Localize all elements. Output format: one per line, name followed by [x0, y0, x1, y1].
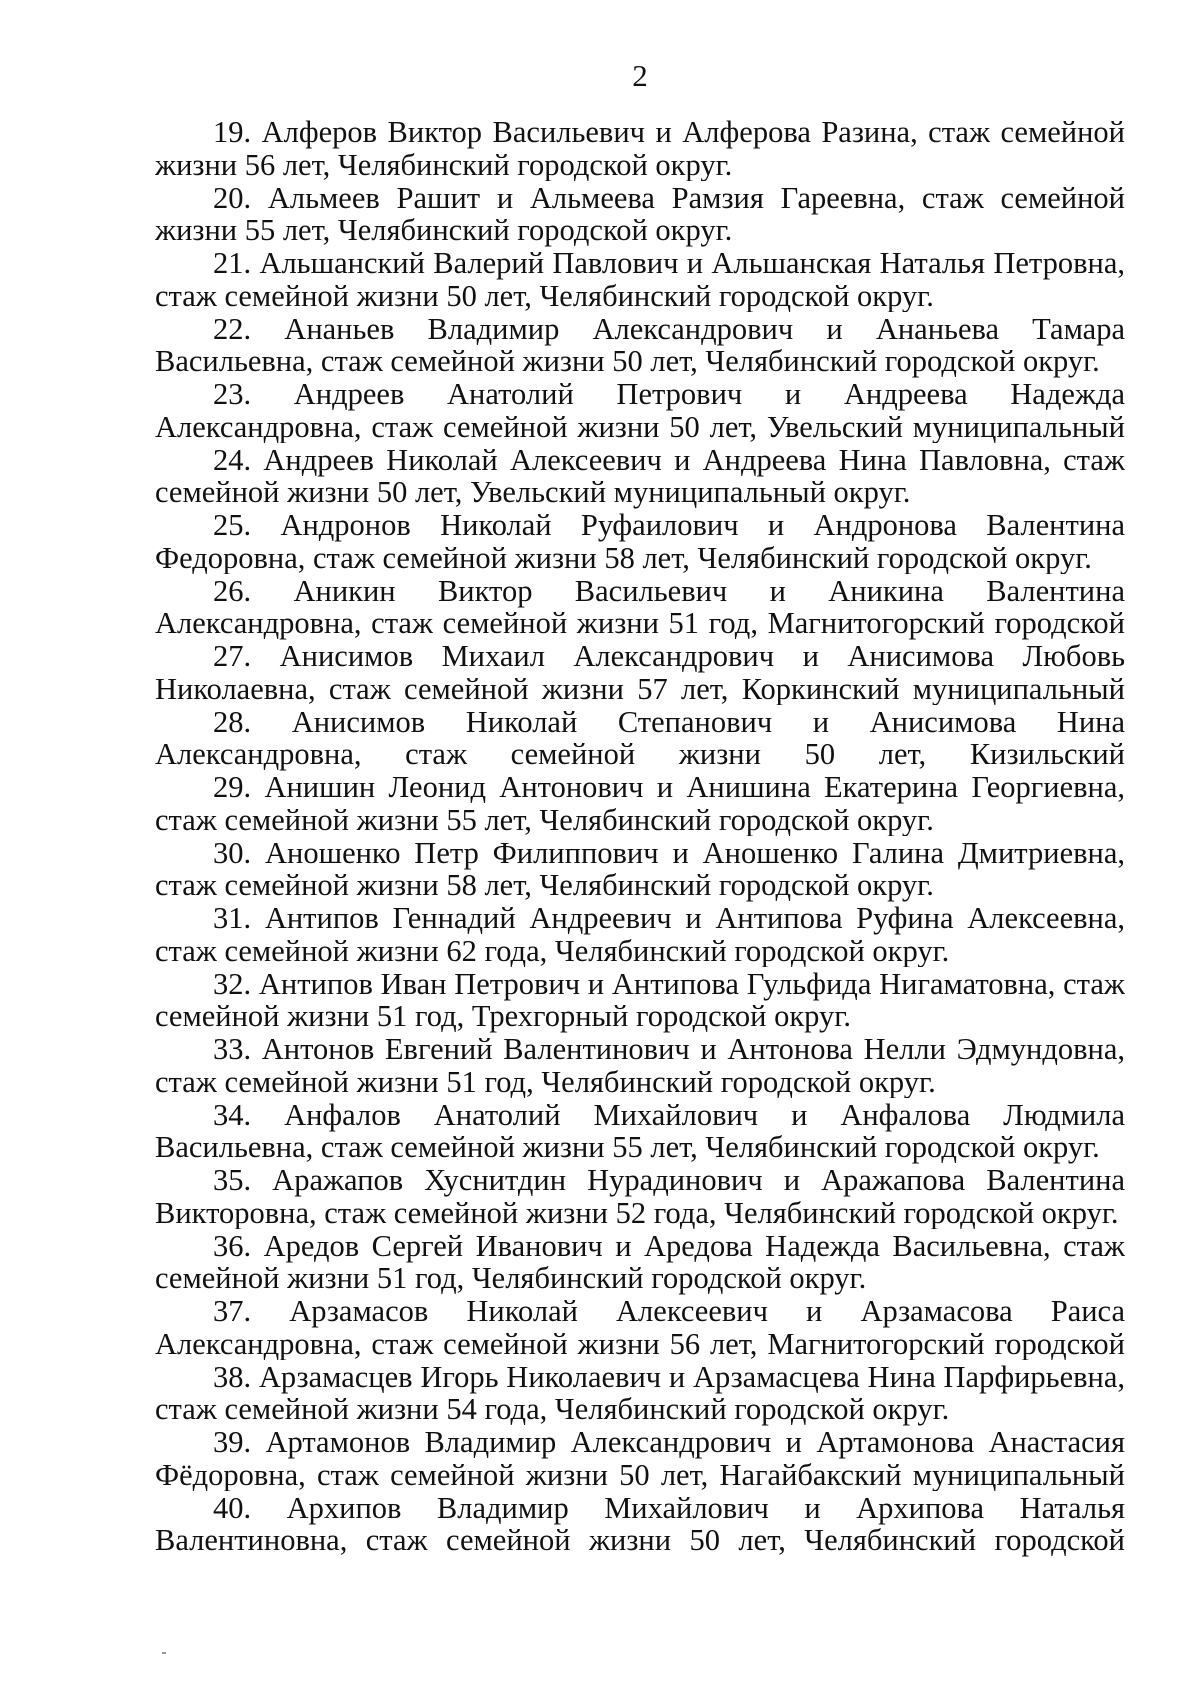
item-number: 25. — [213, 509, 252, 542]
list-item — [155, 182, 1125, 247]
item-text: Анисимов Николай Степанович и Анисимова Нина Александровна, стаж семейной жизни 50 лет, Кизильский — [155, 705, 1125, 771]
item-number: 33. — [213, 1033, 252, 1066]
item-number: 35. — [213, 1164, 252, 1197]
list-item — [155, 1426, 1125, 1491]
item-text: Аношенко Петр Филиппович и Аношенко Галина Дмитриевна, стаж семейной жизни 58 лет, Челябинский городской округ. — [155, 836, 1125, 902]
item-number: 38. — [213, 1360, 252, 1394]
item-number: 28. — [213, 705, 252, 739]
item-number: 30. — [213, 836, 252, 870]
item-text: Антонов Евгений Валентинович и Антонова Нелли Эдмундовна, стаж семейной жизни 51 год, Челябинский городской округ. — [155, 1033, 1125, 1098]
item-text: Андреев Николай Алексеевич и Андреева Нина Павловна, стаж семейной жизни 50 лет, Увельский муниципальный округ. — [155, 443, 1125, 509]
item-text: Алферов Виктор Васильевич и Алферова Разина, стаж семейной жизни 56 лет, Челябинский городской округ. — [155, 116, 1125, 181]
list-item — [155, 902, 1125, 967]
item-text: Архипов Владимир Михайлович и Архипова Наталья Валентиновна, стаж семейной жизни 50 лет, Челябинский городской — [155, 1491, 1125, 1557]
item-text: Андронов Николай Руфаилович и Андронова Валентина Федоровна, стаж семейной жизни 58 лет, Челябинский городской округ. — [155, 509, 1125, 574]
list-item — [155, 509, 1125, 574]
item-number: 24. — [213, 443, 252, 477]
list-item — [155, 771, 1125, 836]
list-item — [155, 1230, 1125, 1295]
item-text: Ананьев Владимир Александрович и Ананьева Тамара Васильевна, стаж семейной жизни 50 лет, Челябинский городской округ. — [155, 312, 1125, 378]
item-number: 19. — [213, 116, 252, 149]
item-text: Альшанский Валерий Павлович и Альшанская Наталья Петровна, стаж семейной жизни 50 лет, Челябинский городской округ. — [155, 247, 1125, 312]
item-text: Арзамасцев Игорь Николаевич и Арзамасцева Нина Парфирьевна, стаж семейной жизни 54 года, Челябинский городской округ. — [155, 1360, 1125, 1426]
list-item — [155, 706, 1125, 771]
item-text: Анишин Леонид Антонович и Анишина Екатерина Георгиевна, стаж семейной жизни 55 лет, Челябинский городской округ. — [155, 771, 1125, 836]
list-item — [155, 1033, 1125, 1098]
item-text: Альмеев Рашит и Альмеева Рамзия Гареевна, стаж семейной жизни 55 лет, Челябинский городской округ. — [155, 181, 1125, 247]
list-item — [155, 1361, 1125, 1426]
item-number: 32. — [213, 967, 252, 1001]
item-text: Аредов Сергей Иванович и Аредова Надежда Васильевна, стаж семейной жизни 51 год, Челябинский городской округ. — [155, 1229, 1125, 1295]
list-item — [155, 837, 1125, 902]
list-item — [155, 378, 1125, 443]
item-number: 34. — [213, 1098, 252, 1132]
list-item — [155, 968, 1125, 1033]
item-text: Аражапов Хуснитдин Нурадинович и Аражапова Валентина Викторовна, стаж семейной жизни 52 года, Челябинский городской округ. — [155, 1164, 1125, 1229]
item-number: 37. — [213, 1295, 252, 1328]
list-item — [155, 444, 1125, 509]
item-number: 21. — [213, 247, 252, 280]
item-text: Арзамасов Николай Алексеевич и Арзамасова Раиса Александровна, стаж семейной жизни 56 лет, Магнитогорский городской — [155, 1295, 1125, 1360]
list-item — [155, 116, 1125, 181]
item-text: Антипов Геннадий Андреевич и Антипова Руфина Алексеевна, стаж семейной жизни 62 года, Челябинский городской округ. — [155, 902, 1125, 967]
item-text: Анфалов Анатолий Михайлович и Анфалова Людмила Васильевна, стаж семейной жизни 55 лет, Челябинский городской округ. — [155, 1098, 1125, 1164]
item-number: 29. — [213, 771, 252, 804]
item-text: Андреев Анатолий Петрович и Андреева Надежда Александровна, стаж семейной жизни 50 лет, Увельский муниципальный — [155, 378, 1125, 443]
item-number: 39. — [213, 1426, 252, 1459]
list-item — [155, 247, 1125, 312]
item-number: 36. — [213, 1229, 252, 1263]
page-number: 2 — [632, 58, 648, 93]
scan-speck — [162, 1652, 166, 1654]
item-text: Анисимов Михаил Александрович и Анисимова Любовь Николаевна, стаж семейной жизни 57 лет, Коркинский муниципальный — [155, 640, 1125, 705]
list-item — [155, 640, 1125, 705]
list-item — [155, 575, 1125, 640]
list-item — [155, 1164, 1125, 1229]
list-item — [155, 1099, 1125, 1164]
item-text: Аникин Виктор Васильевич и Аникина Валентина Александровна, стаж семейной жизни 51 год, Магнитогорский городской — [155, 574, 1125, 640]
list-item — [155, 1492, 1125, 1557]
item-text: Антипов Иван Петрович и Антипова Гульфида Нигаматовна, стаж семейной жизни 51 год, Трехгорный городской округ. — [155, 967, 1125, 1033]
item-number: 22. — [213, 312, 252, 346]
item-number: 40. — [213, 1491, 252, 1525]
item-number: 31. — [213, 902, 252, 935]
item-number: 26. — [213, 574, 252, 608]
item-number: 20. — [213, 181, 252, 215]
item-number: 27. — [213, 640, 252, 673]
item-number: 23. — [213, 378, 252, 411]
awardees-list — [155, 116, 1125, 1557]
list-item — [155, 313, 1125, 378]
item-text: Артамонов Владимир Александрович и Артамонова Анастасия Фёдоровна, стаж семейной жизни 50 лет, Нагайбакский муниципальный — [155, 1426, 1125, 1491]
list-item — [155, 1295, 1125, 1360]
